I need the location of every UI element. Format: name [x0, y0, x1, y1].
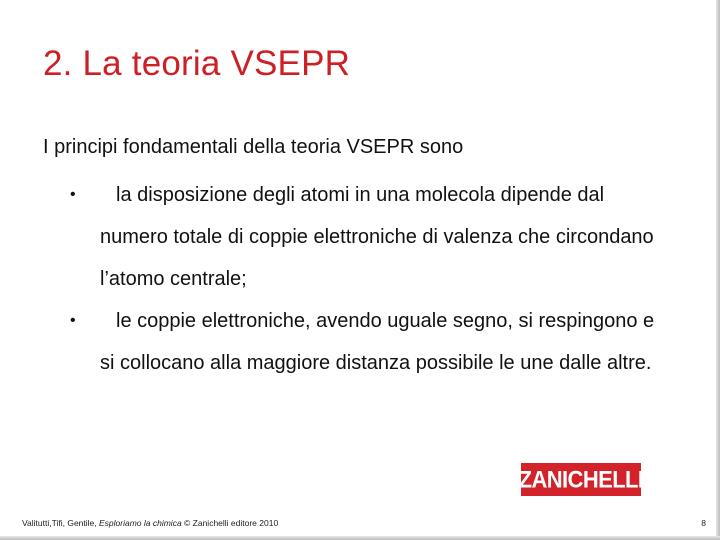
footer-credit	[22, 518, 278, 528]
slide-edge-shadow	[716, 0, 720, 540]
footer-book-title: Esploriamo la chimica	[99, 518, 182, 528]
footer-authors: Valitutti,Tifi, Gentile,	[22, 518, 99, 528]
bullet-item	[60, 300, 660, 384]
page-number: 8	[701, 518, 706, 528]
bullet-icon: •	[70, 186, 76, 203]
footer-publisher: © Zanichelli editore 2010	[181, 518, 279, 528]
slide-title: 2. La teoria VSEPR	[43, 44, 351, 83]
bullet-text: le coppie elettroniche, avendo uguale segno, si respingono e si collocano alla maggiore distanza possibile le une dalle altre.	[100, 310, 655, 374]
intro-text: I principi fondamentali della teoria VSEPR sono	[43, 136, 464, 158]
slide-bottom-shadow	[0, 536, 720, 540]
bullet-icon: •	[70, 312, 76, 329]
bullet-list	[60, 174, 660, 384]
bullet-text: la disposizione degli atomi in una molecola dipende dal numero totale di coppie elettroniche di valenza che circondano l’atomo centrale;	[100, 184, 654, 290]
logo-text: ZANICHELLI	[518, 465, 644, 493]
bullet-item	[60, 174, 660, 300]
zanichelli-logo	[518, 463, 644, 496]
